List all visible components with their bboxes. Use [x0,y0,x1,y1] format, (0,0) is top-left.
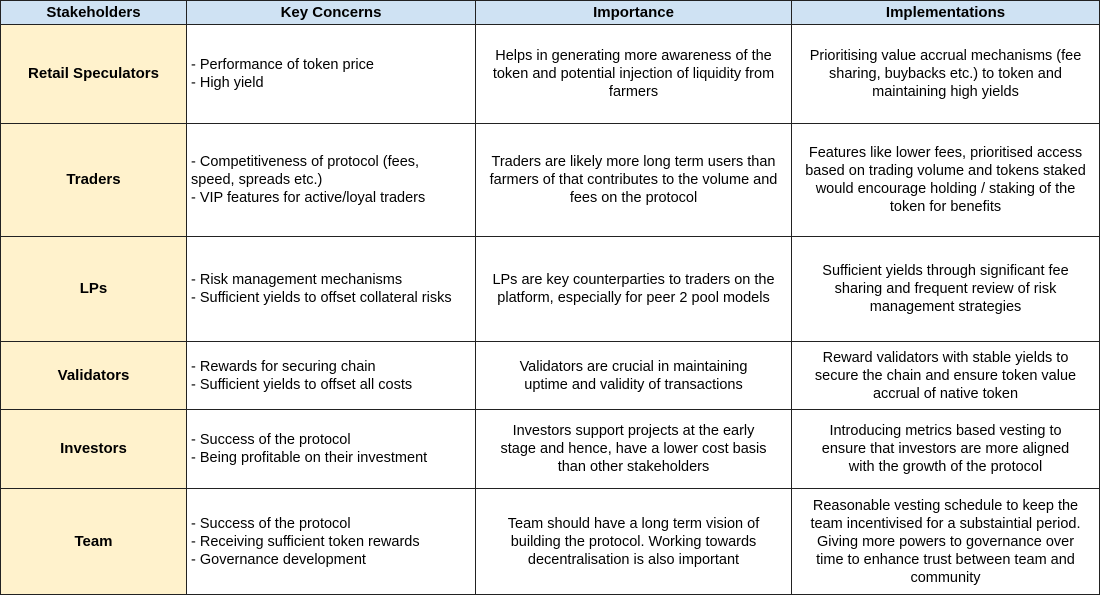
concern-line: - Governance development [191,551,366,568]
implementation-cell [792,489,1100,595]
implementation-cell [792,410,1100,489]
header-importance: Importance [476,1,792,25]
concerns-cell [187,25,476,124]
implementation-line: secure the chain and ensure token value [814,367,1077,384]
concern-line: - Risk management mechanisms [191,272,403,288]
implementation-line: would encourage holding / staking of the [815,181,1076,197]
implementation-line: sharing and frequent review of risk [834,281,1057,297]
implementation-line: Reward validators with stable yields to [822,349,1069,366]
importance-line: Team should have a long term vision of [507,515,760,532]
importance-cell [476,410,792,489]
concern-line: - Rewards for securing chain [191,358,376,375]
implementation-line: Features like lower fees, prioritised access [808,145,1083,161]
importance-line: than other stakeholders [557,459,710,475]
stakeholder-cell: LPs [1,237,187,342]
importance-line: decentralisation is also important [527,551,740,568]
importance-line: building the protocol. Working towards [510,533,757,550]
concern-line: - Success of the protocol [191,432,351,448]
concern-line: - Performance of token price [191,57,374,73]
implementation-line: accrual of native token [872,385,1019,402]
implementation-line: maintaining high yields [872,84,1019,100]
concerns-cell [187,489,476,595]
implementation-line: team incentivised for a substaintial period. [810,515,1081,532]
table-row [1,25,1100,124]
concern-line: - High yield [191,75,264,91]
importance-cell [476,342,792,410]
importance-cell [476,124,792,237]
table-row [1,342,1100,410]
concern-line: - Receiving sufficient token rewards [191,533,420,550]
importance-line: Helps in generating more awareness of the [495,48,772,64]
stakeholder-cell: Retail Speculators [1,25,187,124]
implementation-line: token for benefits [889,199,1002,215]
implementation-line: time to enhance trust between team and [816,551,1075,568]
implementation-line: Reasonable vesting schedule to keep the [812,497,1079,514]
header-implementations: Implementations [792,1,1100,25]
implementation-line: ensure that investors are more aligned [821,441,1070,457]
importance-line: LPs are key counterparties to traders on the [492,272,775,288]
importance-cell [476,237,792,342]
importance-line: farmers [608,84,659,100]
concern-line: - Sufficient yields to offset collateral risks [191,290,452,306]
implementation-line: based on trading volume and tokens staked [805,163,1086,179]
concern-line: - Sufficient yields to offset all costs [191,376,413,393]
implementation-line: sharing, buybacks etc.) to token and [829,66,1062,82]
importance-line: uptime and validity of transactions [524,376,743,393]
importance-cell [476,489,792,595]
implementation-line: community [910,569,981,586]
implementation-line: management strategies [869,299,1022,315]
concerns-cell [187,124,476,237]
table-row [1,237,1100,342]
concerns-cell [187,342,476,410]
implementation-line: Introducing metrics based vesting to [829,423,1062,439]
stakeholder-cell: Validators [1,342,187,410]
importance-line: platform, especially for peer 2 pool models [497,290,770,306]
concern-line: speed, spreads etc.) [191,172,323,188]
implementation-cell [792,342,1100,410]
stakeholder-cell: Investors [1,410,187,489]
concern-line: - Being profitable on their investment [191,450,428,466]
implementation-line: Giving more powers to governance over [816,533,1075,550]
concerns-cell [187,237,476,342]
table-row [1,489,1100,595]
header-stakeholders: Stakeholders [1,1,187,25]
concern-line: - Success of the protocol [191,515,351,532]
concern-line: - Competitiveness of protocol (fees, [191,154,420,170]
concerns-cell [187,410,476,489]
importance-line: token and potential injection of liquidity from [492,66,775,82]
table-row [1,124,1100,237]
implementation-line: with the growth of the protocol [848,459,1043,475]
implementation-cell [792,124,1100,237]
implementation-line: Prioritising value accrual mechanisms (fee [809,48,1082,64]
importance-line: Investors support projects at the early [512,423,755,439]
importance-line: Validators are crucial in maintaining [519,358,748,375]
implementation-cell [792,237,1100,342]
stakeholder-cell: Team [1,489,187,595]
implementation-line: Sufficient yields through significant fee [822,263,1069,279]
importance-line: Traders are likely more long term users than [491,154,776,170]
header-key-concerns: Key Concerns [187,1,476,25]
stakeholder-cell: Traders [1,124,187,237]
concern-line: - VIP features for active/loyal traders [191,190,426,206]
header-row [1,1,1100,25]
importance-line: farmers of that contributes to the volume and [489,172,778,188]
table-row [1,410,1100,489]
importance-line: fees on the protocol [569,190,698,206]
implementation-cell [792,25,1100,124]
importance-cell [476,25,792,124]
importance-line: stage and hence, have a lower cost basis [500,441,767,457]
